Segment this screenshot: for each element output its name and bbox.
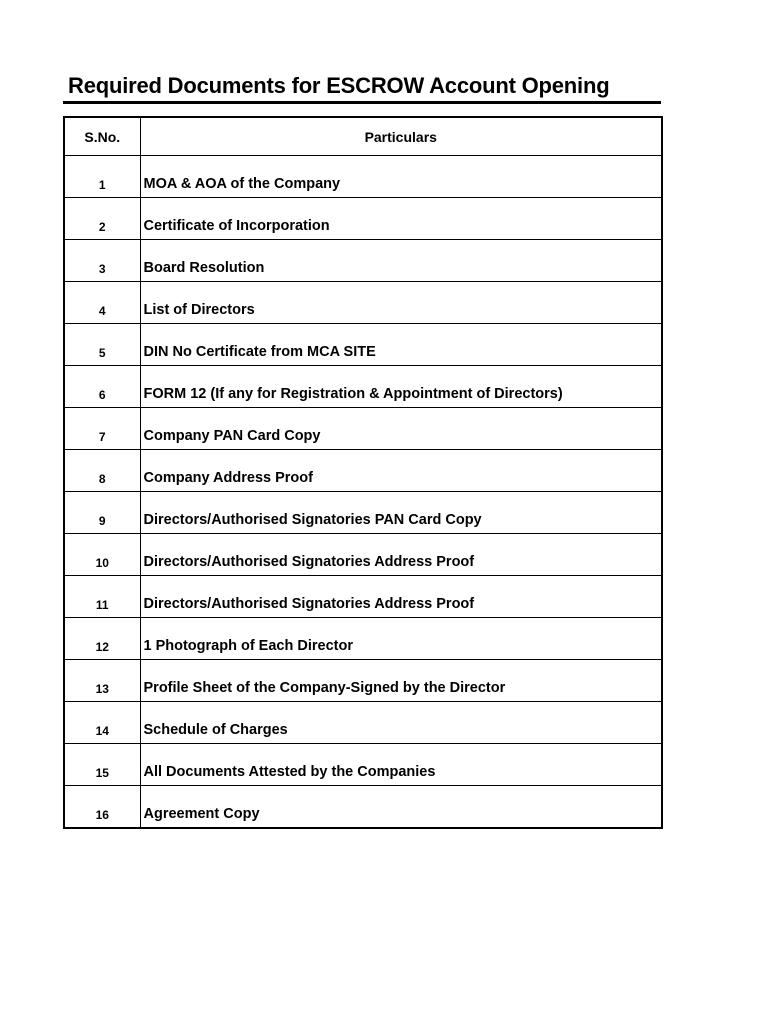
table-row: [64, 198, 662, 240]
row-particular: FORM 12 (If any for Registration & Appointment of Directors): [140, 366, 662, 408]
row-sno: 5: [64, 324, 140, 366]
row-particular: Company PAN Card Copy: [140, 408, 662, 450]
row-sno: 9: [64, 492, 140, 534]
row-particular: MOA & AOA of the Company: [140, 156, 662, 198]
row-particular: DIN No Certificate from MCA SITE: [140, 324, 662, 366]
header-sno: S.No.: [64, 117, 140, 156]
table-row: [64, 366, 662, 408]
table-body: [64, 156, 662, 829]
row-particular: Profile Sheet of the Company-Signed by the Director: [140, 660, 662, 702]
table-row: [64, 408, 662, 450]
row-sno: 13: [64, 660, 140, 702]
row-particular: 1 Photograph of Each Director: [140, 618, 662, 660]
table-row: [64, 702, 662, 744]
row-sno: 6: [64, 366, 140, 408]
table-row: [64, 618, 662, 660]
row-sno: 4: [64, 282, 140, 324]
row-sno: 11: [64, 576, 140, 618]
row-particular: All Documents Attested by the Companies: [140, 744, 662, 786]
table-row: [64, 492, 662, 534]
table-row: [64, 156, 662, 198]
table-row: [64, 744, 662, 786]
row-particular: Board Resolution: [140, 240, 662, 282]
row-particular: Directors/Authorised Signatories Address Proof: [140, 534, 662, 576]
row-sno: 7: [64, 408, 140, 450]
row-sno: 16: [64, 786, 140, 829]
row-particular: Directors/Authorised Signatories PAN Card Copy: [140, 492, 662, 534]
row-sno: 15: [64, 744, 140, 786]
table-row: [64, 240, 662, 282]
page-title: Required Documents for ESCROW Account Opening: [68, 73, 610, 98]
table-row: [64, 660, 662, 702]
title-underline: [63, 101, 661, 104]
table-row: [64, 786, 662, 829]
row-particular: Schedule of Charges: [140, 702, 662, 744]
table-row: [64, 534, 662, 576]
row-particular: Agreement Copy: [140, 786, 662, 829]
required-documents-table: [63, 116, 663, 829]
row-particular: List of Directors: [140, 282, 662, 324]
table-row: [64, 324, 662, 366]
header-particulars: Particulars: [140, 117, 662, 156]
row-particular: Directors/Authorised Signatories Address Proof: [140, 576, 662, 618]
row-sno: 1: [64, 156, 140, 198]
row-particular: Certificate of Incorporation: [140, 198, 662, 240]
row-sno: 14: [64, 702, 140, 744]
table-row: [64, 282, 662, 324]
row-particular: Company Address Proof: [140, 450, 662, 492]
row-sno: 3: [64, 240, 140, 282]
row-sno: 2: [64, 198, 140, 240]
row-sno: 12: [64, 618, 140, 660]
row-sno: 8: [64, 450, 140, 492]
table-header-row: [64, 117, 662, 156]
row-sno: 10: [64, 534, 140, 576]
table-row: [64, 450, 662, 492]
table-row: [64, 576, 662, 618]
